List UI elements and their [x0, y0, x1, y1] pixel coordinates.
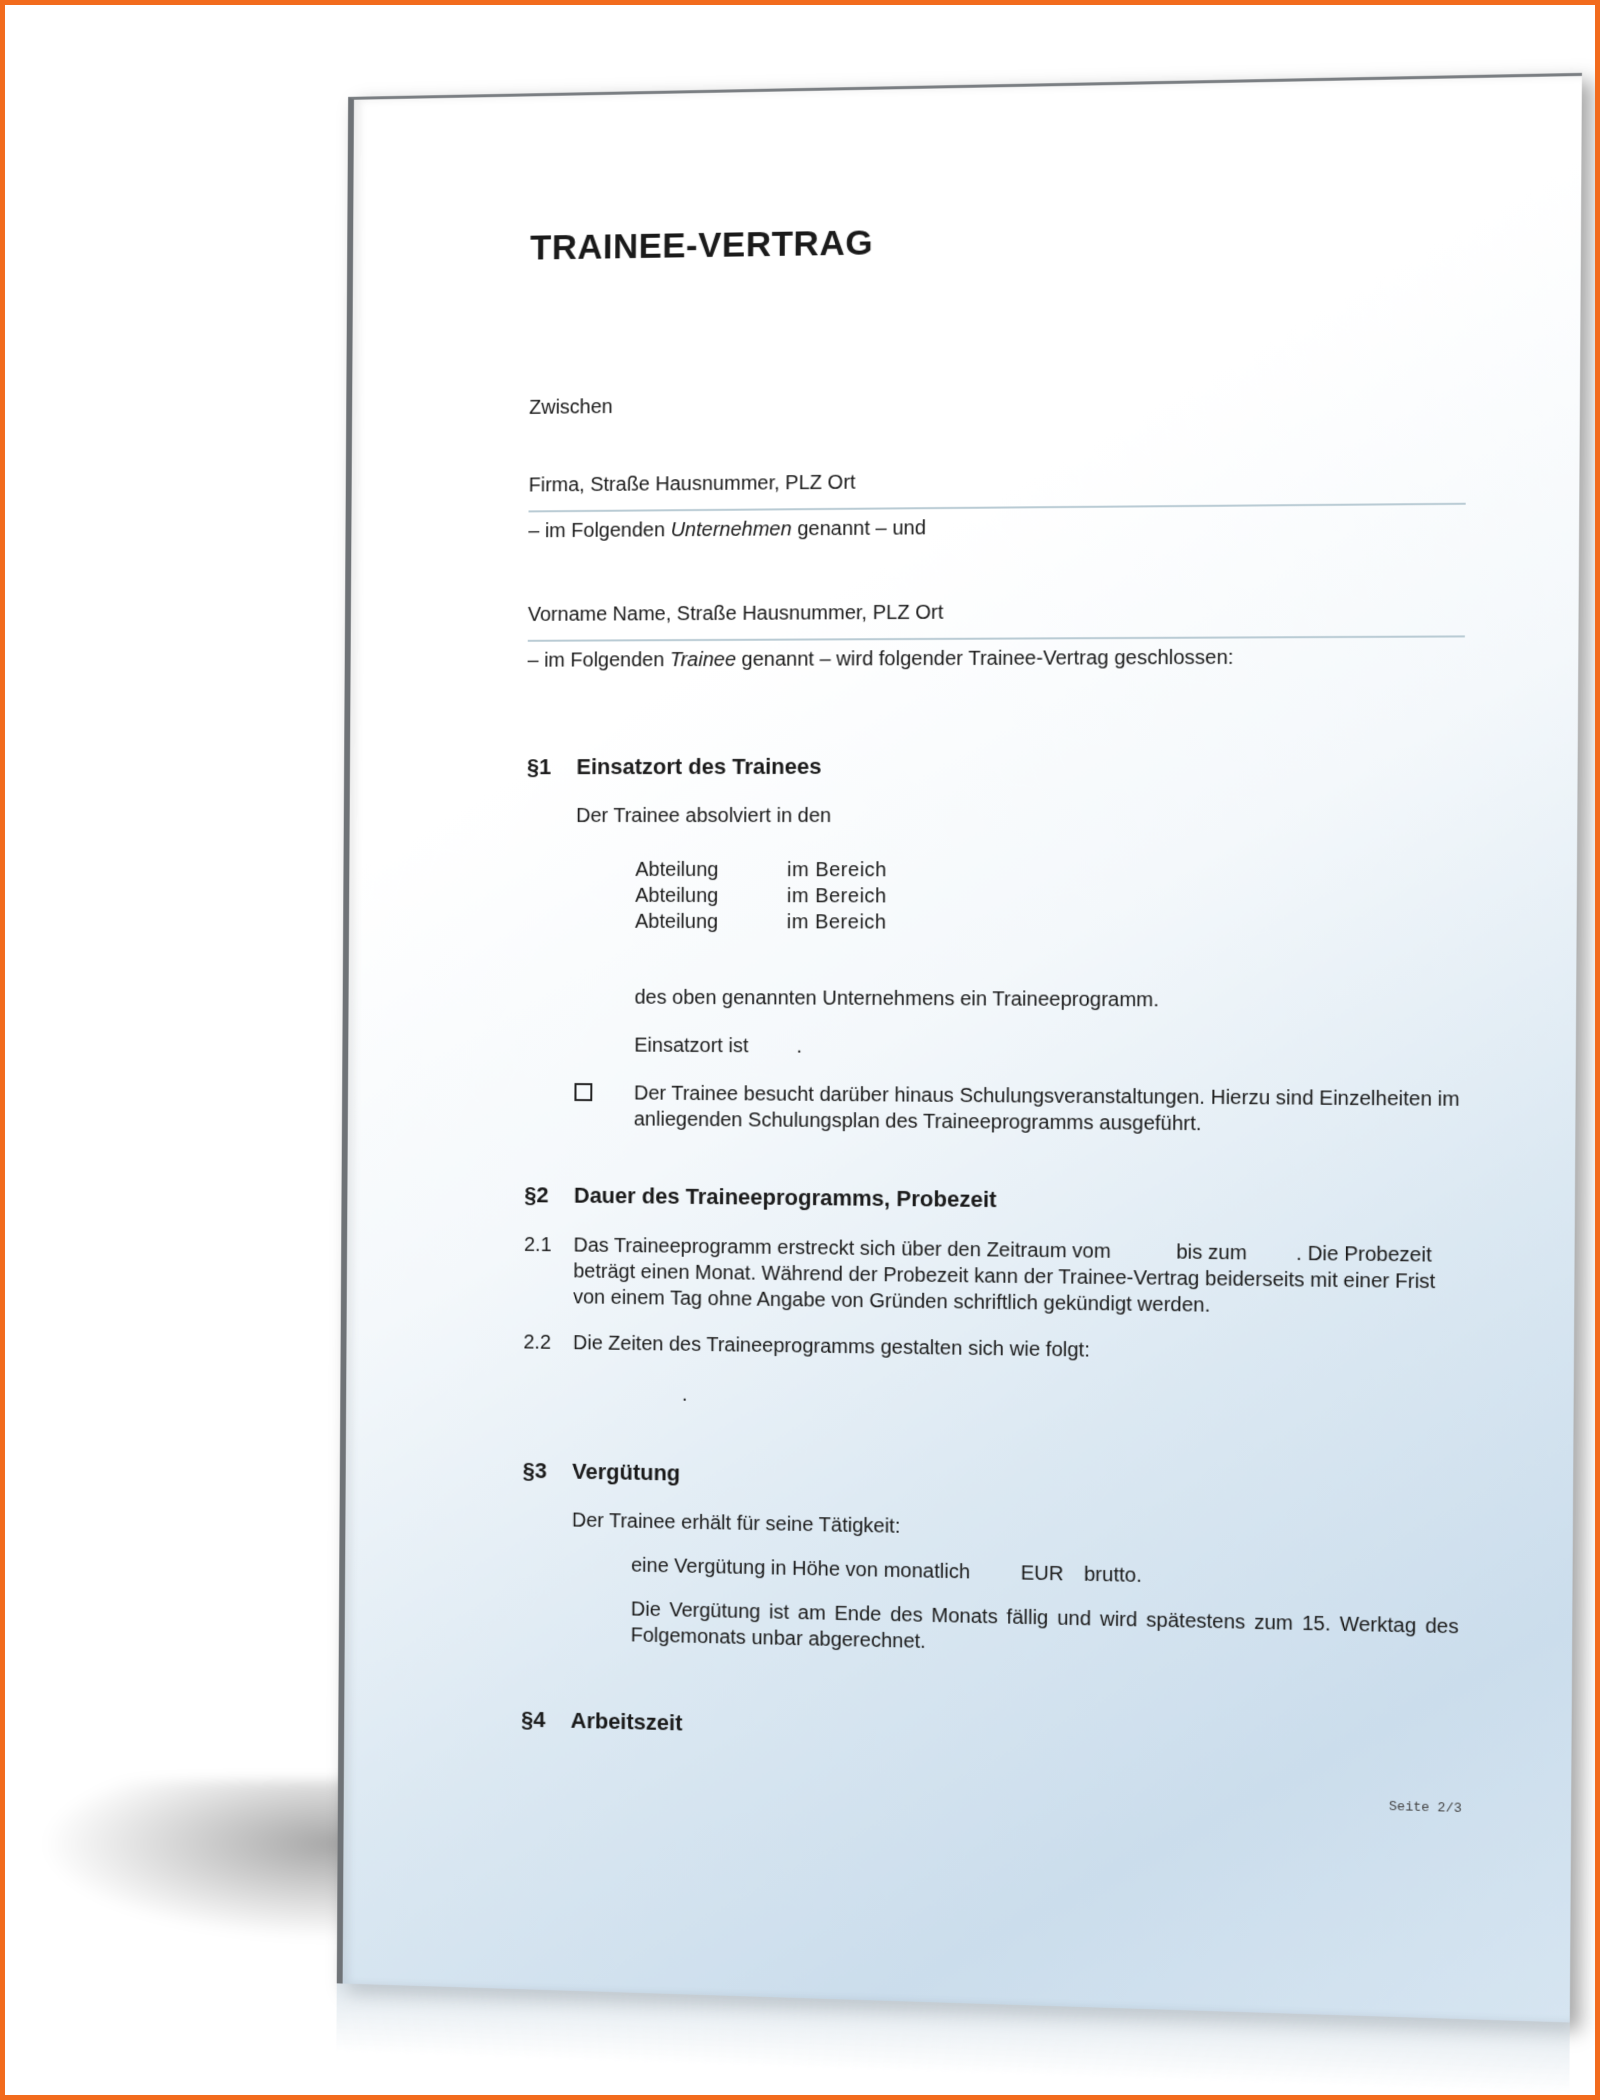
clause-2-1-part1: Das Traineeprogramm erstreckt sich über den Zeitraum vom [573, 1234, 1111, 1263]
clause-2-1 [524, 1232, 1461, 1322]
intro-text: Zwischen [529, 395, 613, 419]
party1-role [528, 510, 1465, 543]
location-line [634, 1033, 1462, 1064]
department-row [635, 909, 1463, 938]
section2-heading [524, 1181, 1461, 1219]
department-area: im Bereich [786, 859, 888, 882]
department-label: Abteilung [634, 910, 719, 934]
party1-role-suffix: genannt – und [791, 516, 927, 540]
document-sheet [337, 73, 1582, 2023]
start-date-blank [1111, 1257, 1176, 1258]
clause-2-2 [523, 1329, 1460, 1369]
document-title: TRAINEE-VERTRAG [529, 223, 874, 268]
section3-lead: Der Trainee erhält für seine Tätigkeit: [571, 1509, 901, 1539]
department-area: im Bereich [786, 911, 887, 934]
section3-heading [523, 1457, 1460, 1502]
clause-2-1-part2: bis zum [1176, 1241, 1247, 1265]
clause-2-2-number: 2.2 [523, 1331, 552, 1354]
document-content [521, 211, 1468, 1780]
section4-heading [521, 1706, 1458, 1758]
clause-2-1-text [573, 1232, 1461, 1322]
section1-lead: Der Trainee absolviert in den [576, 805, 832, 828]
clause-2-2-text: Die Zeiten des Traineeprogramms gestalten sich wie folgt: [572, 1331, 1090, 1362]
party2-role-suffix: genannt – wird folgender Trainee-Vertrag geschlossen: [735, 646, 1234, 671]
department-row [635, 883, 1463, 911]
training-option [574, 1080, 1462, 1139]
section3-number: §3 [522, 1457, 547, 1483]
program-text: des oben genannten Unternehmens ein Traineeprogramm. [634, 986, 1160, 1012]
training-text: Der Trainee besucht darüber hinaus Schulungsveranstaltungen. Hierzu sind Einzelheiten im anliegenden Schulungsplan des Traineeprogramms ausgeführt. [633, 1082, 1460, 1136]
party2-role-prefix: – im Folgenden [527, 648, 670, 672]
pay-currency: EUR [1020, 1562, 1064, 1586]
currency-gap [1064, 1561, 1085, 1588]
payment-due-text: Die Vergütung ist am Ende des Monats fällig und wird spätestens zum 15. Werktag des Folgemonats unbar abgerechnet. [630, 1598, 1459, 1654]
section1-title: Einsatzort des Trainees [576, 753, 822, 779]
section2-title: Dauer des Traineeprogramms, Probezeit [573, 1182, 997, 1213]
department-row [635, 857, 1463, 884]
pay-line [631, 1553, 1459, 1596]
clause-2-1-number: 2.1 [524, 1233, 552, 1256]
section2-number: §2 [524, 1182, 549, 1208]
location-label: Einsatzort ist [634, 1034, 749, 1058]
party1-role-prefix: – im Folgenden [528, 518, 671, 542]
document-page [337, 73, 1582, 2023]
schedule-blank: . [681, 1383, 688, 1406]
department-area: im Bereich [786, 885, 887, 908]
end-date-blank [1247, 1259, 1296, 1260]
party1-address: Firma, Straße Hausnummer, PLZ Ort [529, 463, 1466, 511]
party2-role [528, 643, 1465, 673]
pay-suffix: brutto. [1083, 1563, 1142, 1588]
location-end: . [796, 1035, 803, 1058]
section4-title: Arbeitszeit [570, 1708, 683, 1736]
clause-2-1-part3: . Die Probezeit beträgt einen Monat. Während der Probezeit kann der Trainee-Vertrag beiderseits mit einer Frist von einem Tag ohne Angabe von Gründen schriftlich gekündigt werden. [573, 1242, 1436, 1317]
section1-heading [527, 751, 1464, 781]
section1-number: §1 [526, 753, 552, 779]
department-list [635, 857, 1464, 938]
party2-address: Vorname Name, Straße Hausnummer, PLZ Ort [528, 596, 1465, 641]
party1-role-name: Unternehmen [670, 517, 792, 541]
party2-role-name: Trainee [669, 648, 737, 671]
amount-blank [970, 1560, 1021, 1587]
pay-text: eine Vergütung in Höhe von monatlich [631, 1554, 971, 1584]
training-checkbox[interactable] [574, 1083, 592, 1101]
section4-number: §4 [521, 1706, 546, 1733]
page-number: Seite 2/3 [1388, 1798, 1462, 1817]
department-label: Abteilung [635, 884, 719, 908]
department-label: Abteilung [635, 859, 719, 882]
section3-title: Vergütung [572, 1458, 681, 1486]
